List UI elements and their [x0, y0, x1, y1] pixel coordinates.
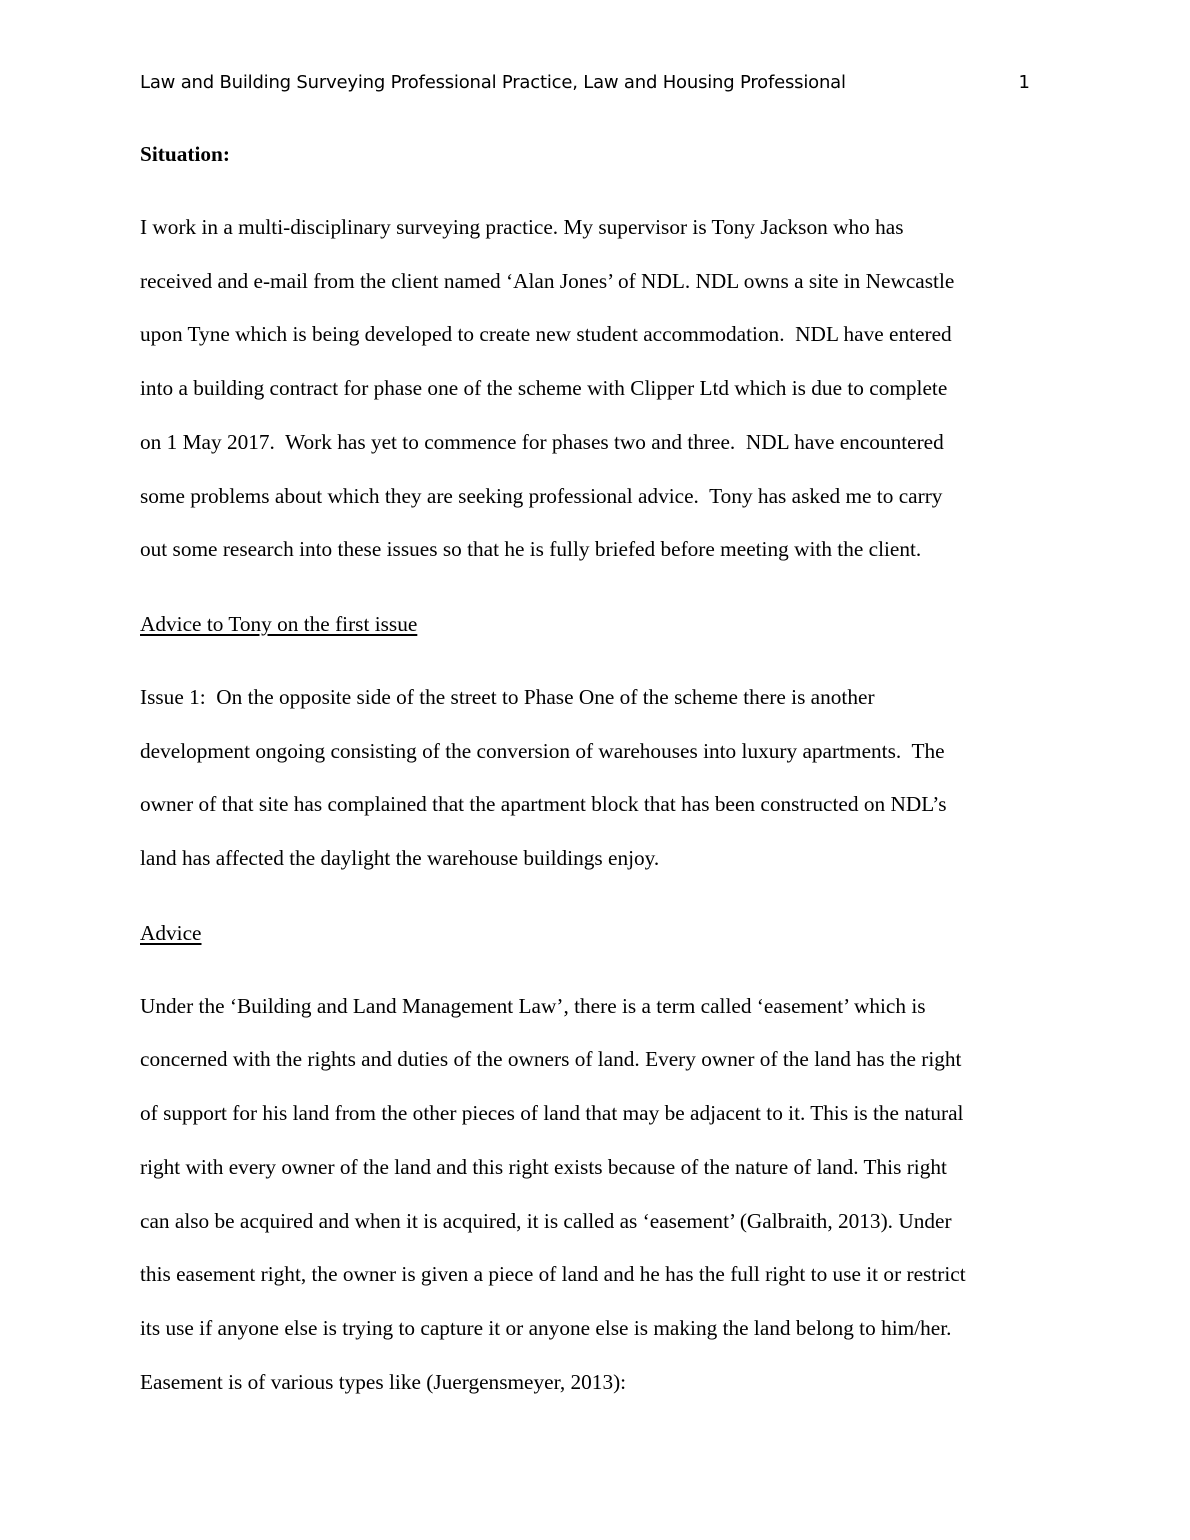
paragraph-line: can also be acquired and when it is acquired, it is called as ‘easement’ (Galbraith, 2013). Under: [140, 1208, 952, 1233]
paragraph-line: this easement right, the owner is given a piece of land and he has the full right to use it or restrict: [140, 1262, 966, 1287]
paragraph-line: development ongoing consisting of the conversion of warehouses into luxury apartments. The: [140, 738, 945, 763]
paragraph-line: some problems about which they are seeking professional advice. Tony has asked me to carry: [140, 483, 943, 508]
paragraph-line: Issue 1: On the opposite side of the street to Phase One of the scheme there is another: [140, 684, 875, 709]
running-header: [140, 70, 1030, 96]
situation-heading: Situation:: [140, 142, 230, 166]
paragraph-line: Under the ‘Building and Land Management Law’, there is a term called ‘easement’ which is: [140, 993, 926, 1018]
situation-paragraph: [140, 201, 1055, 577]
paragraph-line: on 1 May 2017. Work has yet to commence for phases two and three. NDL have encountered: [140, 429, 944, 454]
paragraph-line: its use if anyone else is trying to capture it or anyone else is making the land belong to him/her.: [140, 1315, 952, 1340]
paragraph-line: land has affected the daylight the warehouse buildings enjoy.: [140, 846, 660, 871]
spacer: [140, 886, 1055, 907]
first-issue-paragraph: [140, 671, 1055, 886]
paragraph-line: into a building contract for phase one of the scheme with Clipper Ltd which is due to complete: [140, 376, 948, 401]
paragraph-line: received and e-mail from the client named ‘Alan Jones’ of NDL. NDL owns a site in Newcastle: [140, 268, 955, 293]
running-header-title: Law and Building Surveying Professional Practice, Law and Housing Professional: [140, 72, 846, 93]
paragraph-line: right with every owner of the land and this right exists because of the nature of land. This right: [140, 1154, 947, 1179]
spacer: [140, 180, 1055, 201]
spacer: [140, 959, 1055, 980]
advice-paragraph: [140, 980, 1055, 1410]
spacer: [140, 650, 1055, 671]
paragraph-line: I work in a multi-disciplinary surveying practice. My supervisor is Tony Jackson who has: [140, 215, 904, 239]
paragraph-line: concerned with the rights and duties of the owners of land. Every owner of the land has the right: [140, 1047, 962, 1072]
page-number: 1: [1018, 72, 1030, 93]
paragraph-line: upon Tyne which is being developed to create new student accommodation. NDL have entered: [140, 322, 952, 347]
paragraph-line: out some research into these issues so that he is fully briefed before meeting with the client.: [140, 537, 922, 562]
spacer: [140, 577, 1055, 598]
advice-heading: Advice: [140, 920, 202, 945]
paragraph-line: Easement is of various types like (Juergensmeyer, 2013):: [140, 1369, 627, 1394]
document-body: [140, 128, 1055, 1409]
first-issue-heading: Advice to Tony on the first issue: [140, 611, 418, 636]
paragraph-line: of support for his land from the other pieces of land that may be adjacent to it. This is the natural: [140, 1101, 964, 1126]
paragraph-line: owner of that site has complained that the apartment block that has been constructed on NDL’s: [140, 792, 947, 817]
